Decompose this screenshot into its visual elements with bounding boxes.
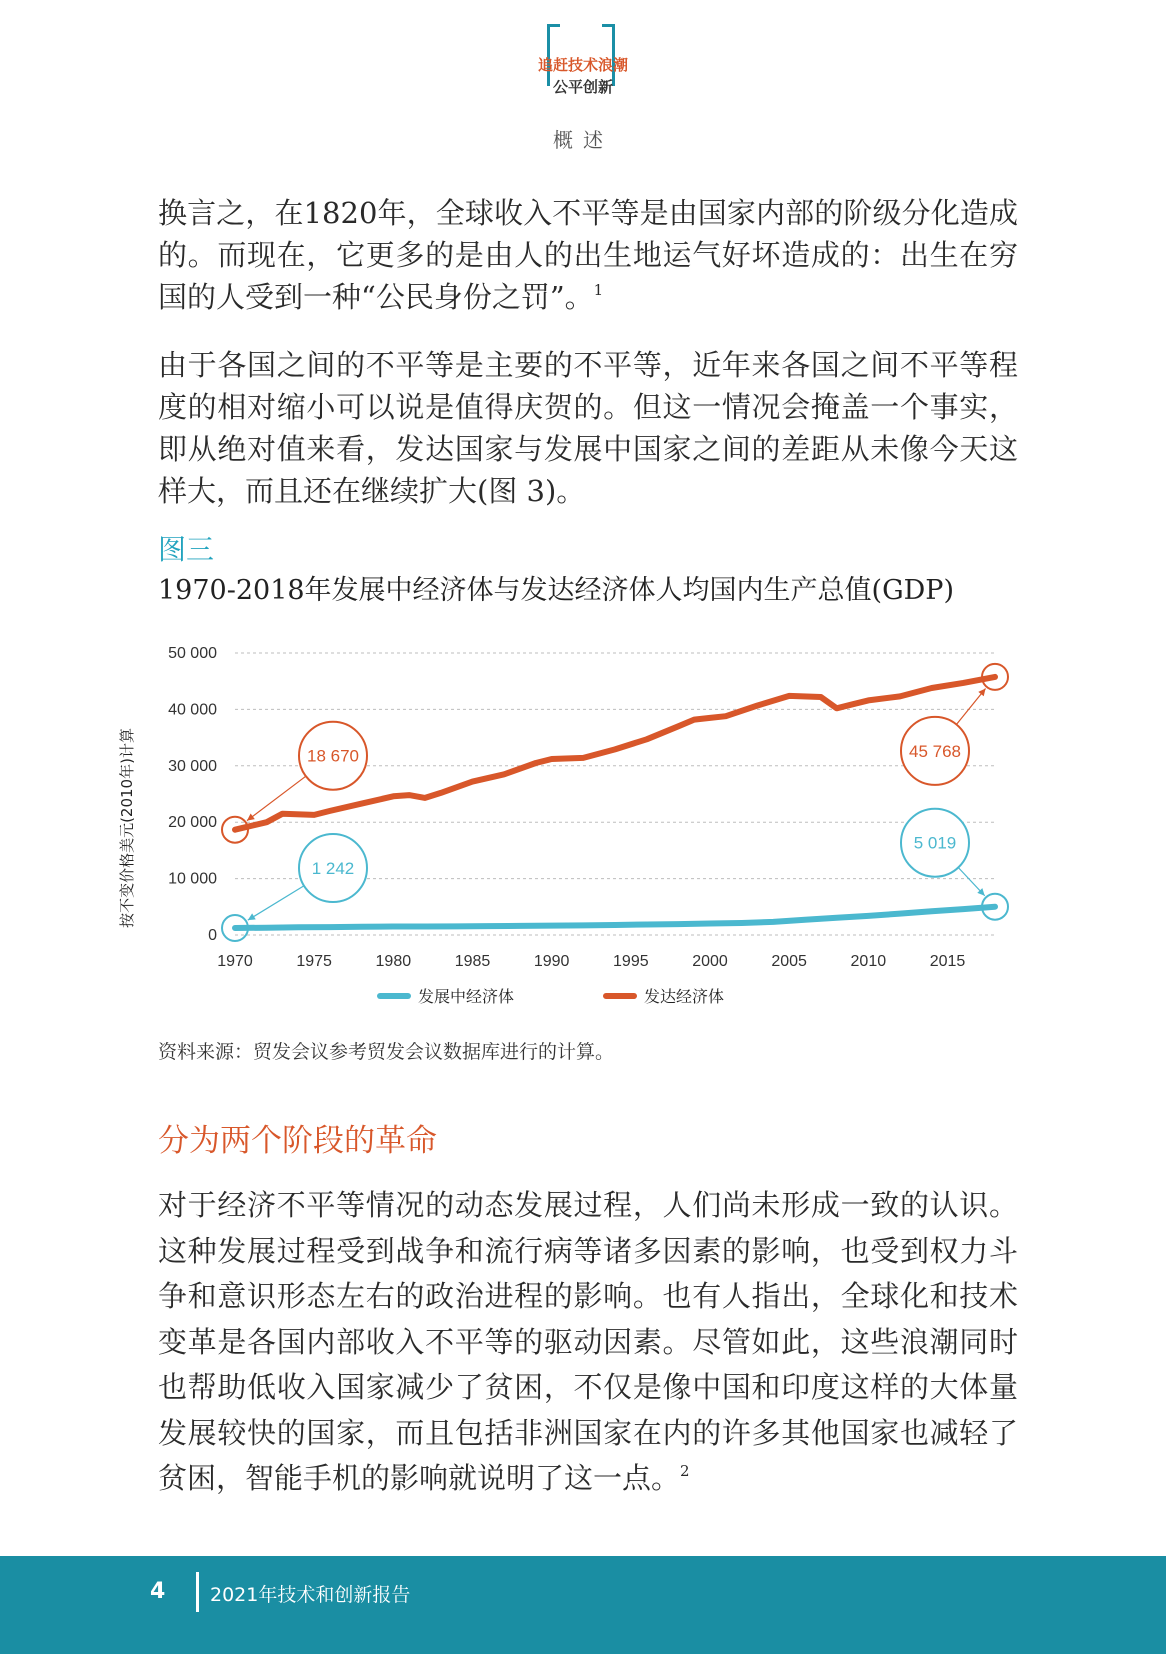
- annotation-arrowhead: [247, 814, 255, 821]
- gdp-line-chart: [110, 628, 1060, 1028]
- header-section-name: 概述: [553, 128, 613, 152]
- annotation-value-label: 1 242: [311, 858, 355, 878]
- y-tick-label: 30 000: [168, 757, 217, 775]
- x-tick-label: 2015: [929, 953, 966, 970]
- page-header: [0, 0, 1166, 160]
- x-tick-label: 1990: [533, 953, 570, 970]
- x-tick-label: 2005: [771, 953, 807, 970]
- x-tick-label: 1970: [217, 953, 253, 970]
- y-tick-label: 50 000: [168, 645, 217, 662]
- chart-annotations: [222, 664, 1008, 941]
- annotation-value-label: 5 019: [913, 833, 957, 853]
- annotation-value-label: 18 670: [307, 746, 359, 766]
- section-heading: 分为两个阶段的革命: [158, 1123, 437, 1159]
- figure-source: 资料来源：贸发会议参考贸发会议数据库进行的计算。: [158, 1041, 615, 1063]
- page-footer: [0, 1556, 1166, 1654]
- developing-series-line: [235, 907, 995, 928]
- paragraph-1: 换言之，在1820年，全球收入不平等是由国家内部的阶级分化造成的。而现在，它更多的是由人的出生地运气好坏造成的：出生在穷国的人受到一种“公民身份之罚”。$^1$: [158, 196, 1018, 314]
- annotation-arrowhead: [978, 689, 985, 697]
- y-tick-label: 0: [208, 927, 217, 944]
- paragraph-2: 由于各国之间的不平等是主要的不平等，近年来各国之间不平等程度的相对缩小可以说是值得庆贺的。但这一情况会掩盖一个事实，即从绝对值来看，发达国家与发展中国家之间的差距从未像今天这样大，而且还在继续扩大(图 3)。: [158, 348, 1018, 508]
- legend-entry-label: 发展中经济体: [418, 987, 515, 1006]
- chart-legend: [380, 987, 724, 1006]
- chart-y-axis-label: 按不变价格美元(2010年)计算: [118, 728, 136, 928]
- annotation-value-label: 45 768: [909, 741, 961, 761]
- annotation-arrowhead: [248, 913, 256, 920]
- footer-report-title: 2021年技术和创新报告: [210, 1584, 411, 1606]
- x-tick-label: 1975: [296, 953, 332, 970]
- chart-y-ticks: [168, 645, 217, 944]
- x-tick-label: 1995: [613, 953, 649, 970]
- legend-entry-label: 发达经济体: [644, 987, 725, 1006]
- x-tick-label: 2010: [850, 953, 887, 970]
- y-tick-label: 20 000: [168, 814, 217, 832]
- footer-divider: [196, 1572, 199, 1612]
- chart-x-ticks: [217, 953, 965, 970]
- y-tick-label: 10 000: [168, 870, 217, 888]
- figure-label: 图三: [158, 533, 215, 566]
- page-number: 4: [150, 1579, 166, 1604]
- x-tick-label: 2000: [692, 953, 728, 970]
- header-title-line1: 追赶技术浪潮: [537, 56, 628, 74]
- footnote-ref-1[interactable]: 1: [593, 281, 604, 299]
- annotation-leader: [248, 886, 304, 920]
- x-tick-label: 1980: [375, 953, 412, 970]
- figure-title: 1970-2018年发展中经济体与发达经济体人均国内生产总值(GDP): [158, 575, 954, 606]
- paragraph-3: 对于经济不平等情况的动态发展过程，人们尚未形成一致的认识。这种发展过程受到战争和流行病等诸多因素的影响，也受到权力斗争和意识形态左右的政治进程的影响。也有人指出，全球化和技术变革是各国内部收入不平等的驱动因素。尽管如此，这些浪潮同时也帮助低收入国家减少了贫困，不仅是像中国和印度这样的大体量发展较快的国家，而且包括非洲国家在内的许多其他国家也减轻了贫困，智能手机的影响就说明了这一点。$^2$: [158, 1188, 1018, 1495]
- header-title-line2: 公平创新: [552, 78, 613, 96]
- x-tick-label: 1985: [454, 953, 491, 970]
- footnote-ref-2[interactable]: 2: [680, 1462, 690, 1480]
- y-tick-label: 40 000: [168, 701, 217, 719]
